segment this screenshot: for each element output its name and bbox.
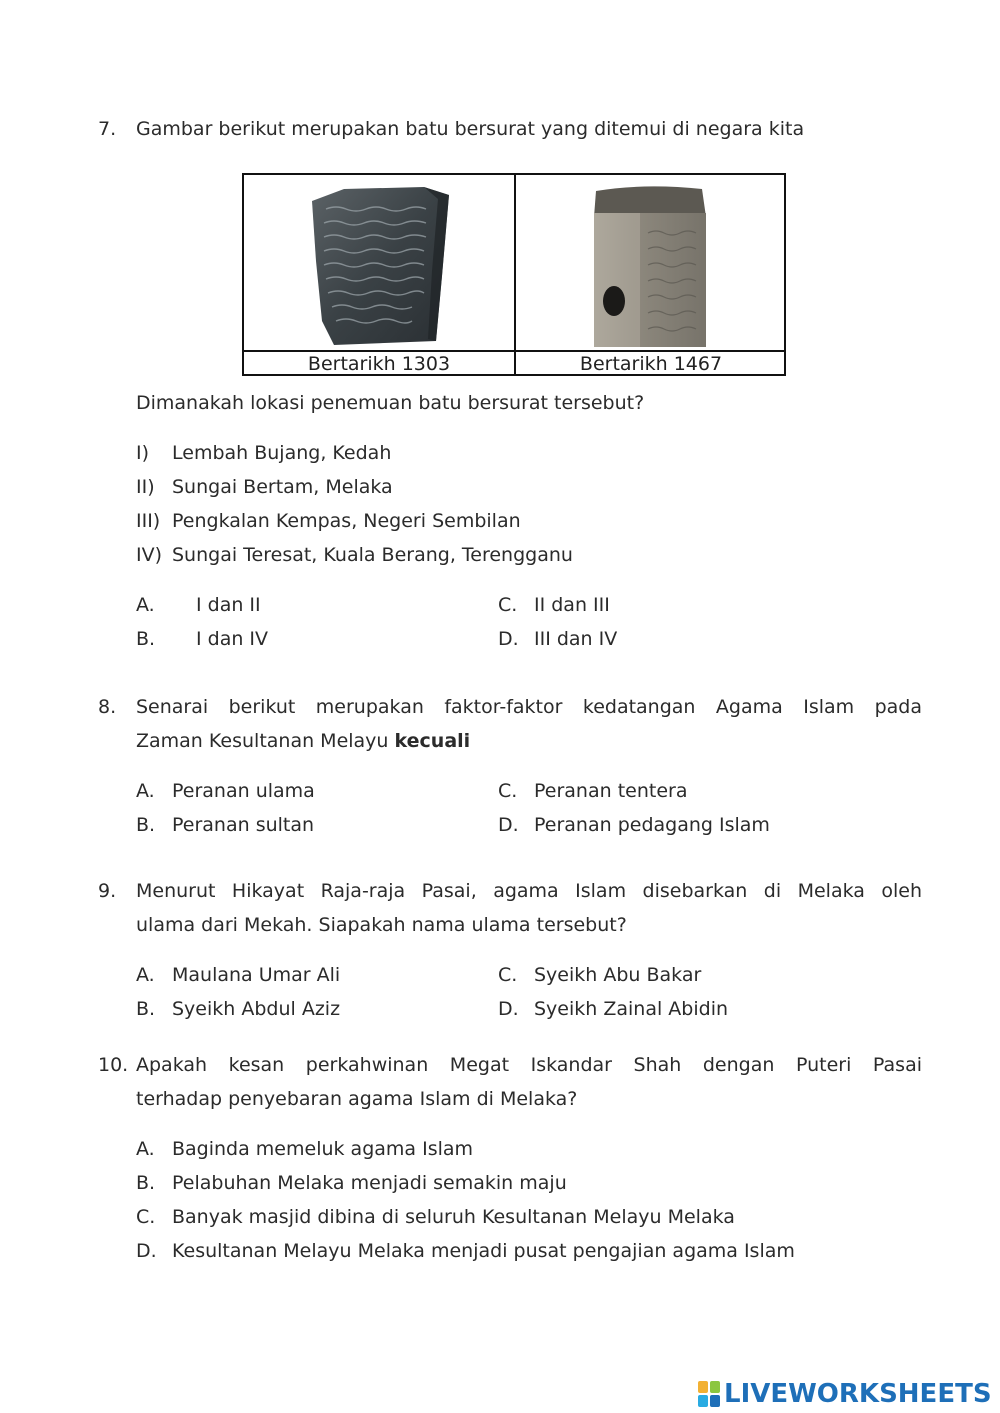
list-item — [136, 476, 393, 498]
option-b[interactable] — [136, 998, 340, 1020]
option-text: Syeikh Abu Bakar — [534, 964, 702, 986]
inscribed-stone-1467-image — [584, 183, 714, 349]
list-item-text: Sungai Teresat, Kuala Berang, Terengganu — [172, 544, 573, 566]
option-letter: D. — [498, 998, 519, 1020]
option-c[interactable] — [498, 594, 610, 616]
option-letter: B. — [136, 628, 156, 650]
option-letter: A. — [136, 594, 155, 616]
option-letter: C. — [136, 1206, 156, 1228]
option-letter: C. — [498, 594, 518, 616]
option-letter: D. — [136, 1240, 157, 1262]
liveworksheets-logo[interactable] — [698, 1376, 992, 1412]
question-8-line-2 — [136, 730, 470, 752]
option-text: Peranan pedagang Islam — [534, 814, 770, 836]
option-text: Syeikh Zainal Abidin — [534, 998, 729, 1020]
list-item-label: I) — [136, 442, 150, 464]
option-text: Baginda memeluk agama Islam — [172, 1138, 474, 1160]
option-d[interactable] — [498, 814, 770, 836]
option-d[interactable] — [498, 998, 728, 1020]
liveworksheets-logo-text: LIVEWORKSHEETS — [724, 1379, 992, 1409]
question-9-number: 9. — [98, 880, 117, 902]
option-letter: D. — [498, 814, 519, 836]
question-9-line-2: ulama dari Mekah. Siapakah nama ulama tersebut? — [136, 914, 627, 936]
option-text: Kesultanan Melayu Melaka menjadi pusat pengajian agama Islam — [172, 1240, 795, 1262]
caption-1303: Bertarikh 1303 — [307, 353, 451, 375]
option-text: Peranan sultan — [172, 814, 315, 836]
option-text: Syeikh Abdul Aziz — [172, 998, 341, 1020]
option-a[interactable] — [136, 1138, 473, 1160]
option-text: II dan III — [534, 594, 610, 616]
question-8-emphasis: kecuali — [394, 730, 471, 752]
option-text: I dan II — [196, 594, 261, 616]
option-letter: B. — [136, 814, 156, 836]
list-item-text: Pengkalan Kempas, Negeri Sembilan — [172, 510, 521, 532]
question-8-line-2-text: Zaman Kesultanan Melayu — [136, 730, 389, 752]
option-b[interactable] — [136, 628, 268, 650]
option-text: III dan IV — [534, 628, 618, 650]
option-text: Maulana Umar Ali — [172, 964, 341, 986]
option-a[interactable] — [136, 780, 315, 802]
option-letter: C. — [498, 780, 518, 802]
option-b[interactable] — [136, 814, 314, 836]
option-text: Pelabuhan Melaka menjadi semakin maju — [172, 1172, 567, 1194]
option-letter: B. — [136, 1172, 156, 1194]
stone-image-table — [242, 173, 786, 376]
question-10-line-1: Apakah kesan perkahwinan Megat Iskandar Shah dengan Puteri Pasai — [136, 1054, 922, 1076]
list-item-text: Sungai Bertam, Melaka — [172, 476, 393, 498]
question-7-text: Gambar berikut merupakan batu bersurat yang ditemui di negara kita — [136, 118, 805, 140]
option-a[interactable] — [136, 594, 261, 616]
question-8-line-1: Senarai berikut merupakan faktor-faktor kedatangan Agama Islam pada — [136, 696, 922, 718]
option-text: I dan IV — [196, 628, 269, 650]
option-letter: D. — [498, 628, 519, 650]
option-letter: B. — [136, 998, 156, 1020]
option-d[interactable] — [136, 1240, 795, 1262]
list-item-label: IV) — [136, 544, 163, 566]
liveworksheets-logo-icon — [698, 1381, 720, 1407]
option-text: Peranan tentera — [534, 780, 688, 802]
option-letter: C. — [498, 964, 518, 986]
list-item-label: III) — [136, 510, 161, 532]
inscribed-stone-1303-image — [304, 181, 454, 349]
option-letter: A. — [136, 964, 155, 986]
option-letter: A. — [136, 780, 155, 802]
option-c[interactable] — [136, 1206, 735, 1228]
question-10-number: 10. — [98, 1054, 129, 1076]
option-text: Banyak masjid dibina di seluruh Kesultanan Melayu Melaka — [172, 1206, 735, 1228]
option-text: Peranan ulama — [172, 780, 315, 802]
list-item — [136, 442, 391, 464]
question-7-number: 7. — [98, 118, 117, 140]
list-item — [136, 510, 521, 532]
question-10-line-2: terhadap penyebaran agama Islam di Melaka? — [136, 1088, 578, 1110]
option-c[interactable] — [498, 964, 701, 986]
option-c[interactable] — [498, 780, 687, 802]
option-d[interactable] — [498, 628, 617, 650]
list-item — [136, 544, 573, 566]
caption-1467: Bertarikh 1467 — [579, 353, 723, 375]
list-item-text: Lembah Bujang, Kedah — [172, 442, 392, 464]
question-9-line-1: Menurut Hikayat Raja-raja Pasai, agama Islam disebarkan di Melaka oleh — [136, 880, 922, 902]
option-letter: A. — [136, 1138, 155, 1160]
option-b[interactable] — [136, 1172, 567, 1194]
option-a[interactable] — [136, 964, 340, 986]
question-7-prompt: Dimanakah lokasi penemuan batu bersurat tersebut? — [136, 392, 645, 414]
list-item-label: II) — [136, 476, 155, 498]
question-8-number: 8. — [98, 696, 117, 718]
